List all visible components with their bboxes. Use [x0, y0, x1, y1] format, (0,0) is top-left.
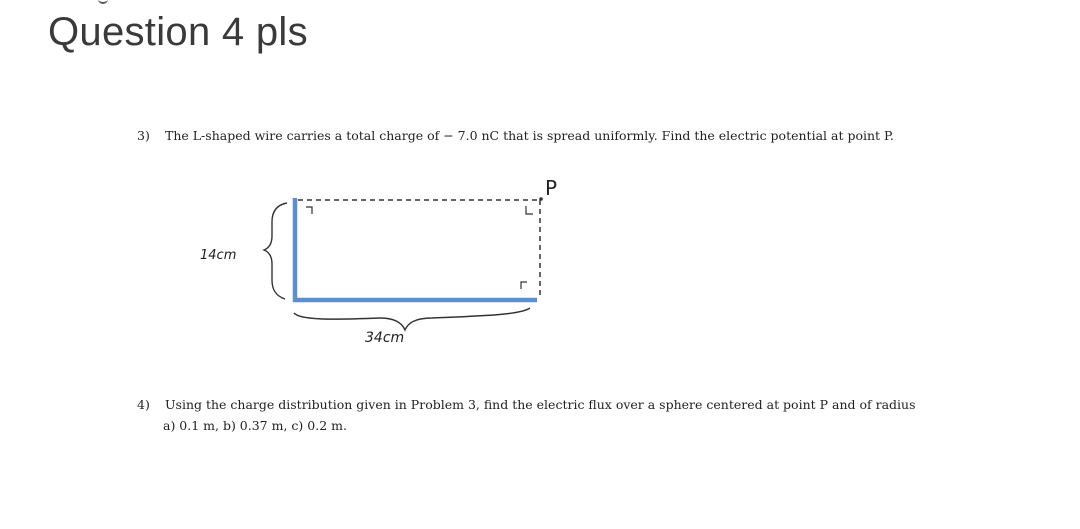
height-brace — [264, 203, 287, 299]
problem-4-parts: a) 0.1 m, b) 0.37 m, c) 0.2 m. — [163, 418, 347, 433]
problem-4 — [137, 397, 916, 412]
point-p-marker — [539, 197, 543, 201]
width-label: 34cm — [365, 330, 405, 346]
corner-marker-bottom-right — [521, 282, 527, 289]
height-label: 14cm — [200, 248, 237, 263]
corner-marker-top-left — [306, 207, 312, 214]
problem-3-text: The L-shaped wire carries a total charge of − 7.0 nC that is spread uniformly. Find the electric potential at point P. — [165, 128, 894, 143]
point-p-label: P — [545, 176, 558, 200]
width-brace — [294, 308, 530, 330]
question-image — [0, 110, 1080, 450]
post-title: Question 4 pls — [48, 10, 308, 54]
problem-3-number: 3) — [137, 128, 150, 143]
cropped-text-fragment — [98, 0, 108, 4]
l-shaped-wire — [295, 198, 537, 300]
problem-4-text: Using the charge distribution given in Problem 3, find the electric flux over a sphere centered at point P and of radius — [165, 397, 916, 412]
corner-marker-top-right — [526, 206, 533, 214]
problem-4-number: 4) — [137, 397, 150, 412]
